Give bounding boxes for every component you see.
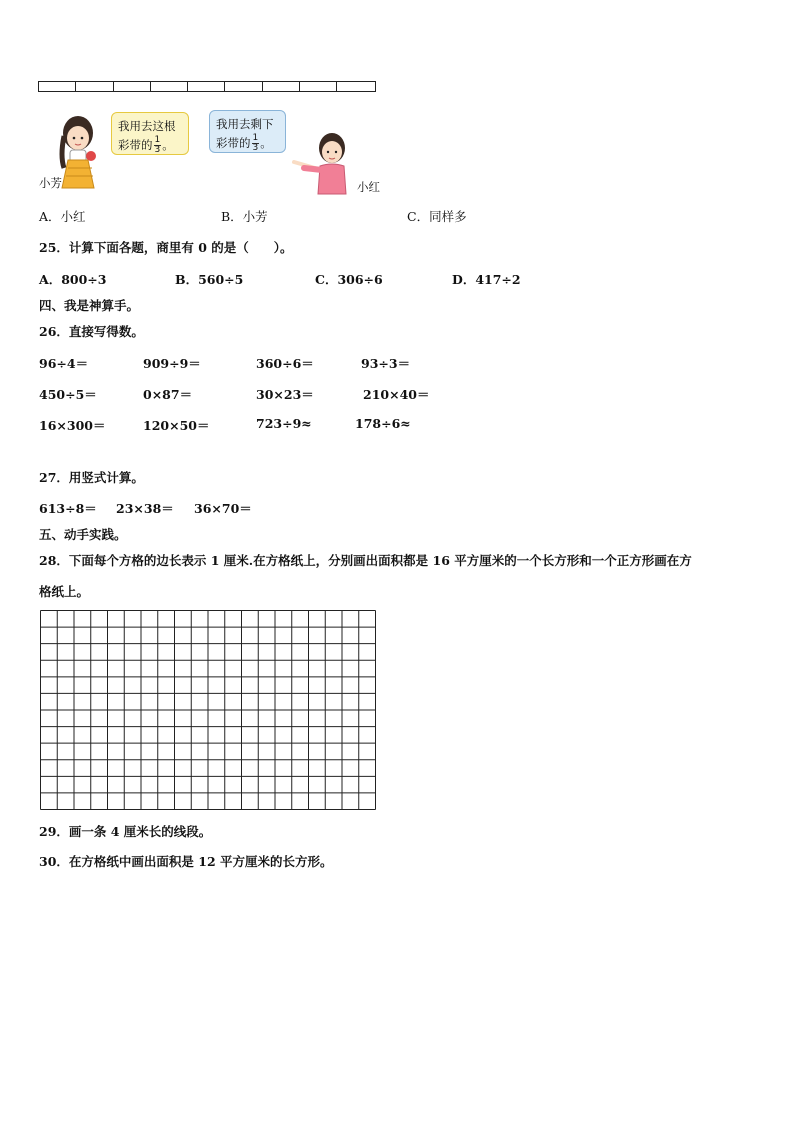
graph-paper-grid [40,610,376,811]
q25-stem: 25．计算下面各题，商里有 0 的是（ ）。 [39,240,293,255]
bubble-text: 我用去这根 [118,119,176,133]
ribbon-strip-cell [188,82,225,91]
q26-item: 723÷9≈ [256,416,312,431]
q26-item: 450÷5＝ [39,387,97,402]
q25-option-a: A．800÷3 [39,272,107,287]
q26-item: 93÷3＝ [361,356,411,371]
fraction-one-third: $\frac{1}{3}$ [252,133,259,153]
q26-item: 30×23＝ [256,387,314,402]
q27-item: 36×70＝ [194,501,252,516]
section-five-heading: 五、动手实践。 [39,527,127,542]
q25-option-b: B．560÷5 [175,272,244,287]
q26-item: 120×50＝ [143,418,210,433]
ribbon-strip-cell [263,82,300,91]
q26-item: 210×40＝ [363,387,430,402]
ribbon-strip-cell [225,82,262,91]
bubble-text: 彩带的 [118,138,153,152]
bubble-text: 彩带的 [216,136,251,150]
bubble-text-line2 [216,134,279,153]
name-xiaohong: 小红 [357,180,380,194]
q26-item: 16×300＝ [39,418,106,433]
ribbon-strip-cell [151,82,188,91]
fraction-one-third: $\frac{1}{3}$ [154,135,161,155]
q26-item: 96÷4＝ [39,356,89,371]
q24-option-c: C．同样多 [407,209,467,224]
q28-stem-line2: 格纸上。 [39,584,90,599]
q24-option-b: B．小芳 [221,209,268,224]
bubble-text: 。 [260,136,272,150]
q26-item: 909÷9＝ [143,356,201,371]
speech-bubble-xiaofang [111,112,189,155]
speech-bubble-xiaohong [209,110,286,153]
q26-stem: 26．直接写得数。 [39,324,144,339]
ribbon-strip-cell [114,82,151,91]
q26-item: 0×87＝ [143,387,193,402]
ribbon-strip-cell [76,82,113,91]
q30-stem: 30．在方格纸中画出面积是 12 平方厘米的长方形。 [39,854,333,869]
bubble-text: 。 [162,138,174,152]
q25-option-d: D．417÷2 [452,272,521,287]
ribbon-strip-cell [300,82,337,91]
q29-stem: 29．画一条 4 厘米长的线段。 [39,824,212,839]
ribbon-strip-cell [39,82,76,91]
name-xiaofang: 小芳 [39,176,62,190]
q24-option-a: A．小红 [39,209,86,224]
ribbon-strip [38,81,376,92]
bubble-text: 我用去剩下 [216,117,274,131]
q27-item: 23×38＝ [116,501,174,516]
q25-option-c: C．306÷6 [315,272,383,287]
q26-item: 360÷6＝ [256,356,314,371]
bubble-text-line2 [118,136,182,155]
q27-stem: 27．用竖式计算。 [39,470,144,485]
q27-item: 613÷8＝ [39,501,97,516]
ribbon-strip-cell [337,82,374,91]
girl-xiaohong-illustration [288,128,358,196]
q26-item: 178÷6≈ [355,416,411,431]
section-four-heading: 四、我是神算手。 [39,298,140,313]
q28-stem-line1: 28．下面每个方格的边长表示 1 厘米.在方格纸上，分别画出面积都是 16 平方厘米的一个长方形和一个正方形画在方 [39,553,692,568]
